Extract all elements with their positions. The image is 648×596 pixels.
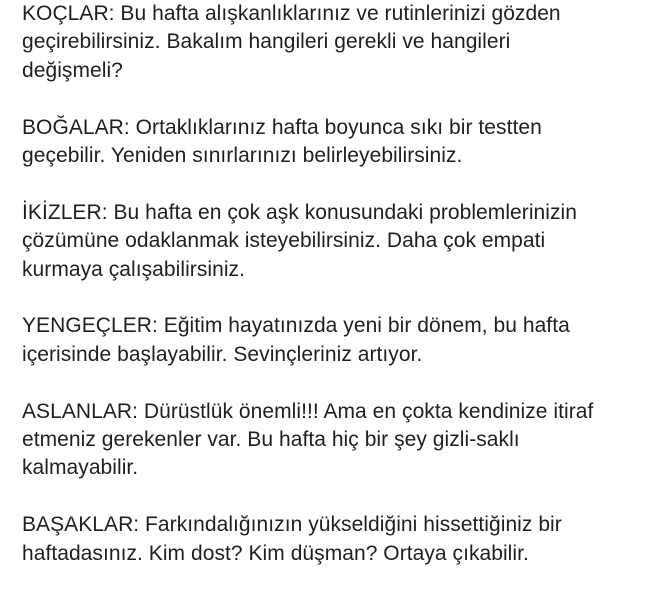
text-line: BOĞALAR: Ortaklıklarınız hafta boyunca sıkı bir testten: [22, 115, 542, 139]
text-line: kalmayabilir.: [22, 456, 139, 480]
entry-koclar: [22, 0, 642, 85]
text-line: çözümüne odaklanmak isteyebilirsiniz. Daha çok empati: [22, 229, 546, 253]
entry-bogalar: [22, 114, 642, 171]
entry-basaklar: [22, 511, 642, 568]
text-line: değişmeli?: [22, 58, 123, 82]
entry-aslanlar: [22, 398, 642, 483]
text-line: BAŞAKLAR: Farkındalığınızın yükseldiğini hissettiğiniz bir: [22, 513, 562, 537]
text-line: kurmaya çalışabilirsiniz.: [22, 257, 245, 281]
text-line: içerisinde başlayabilir. Sevinçleriniz artıyor.: [22, 342, 423, 366]
text-line: etmeniz gerekenler var. Bu hafta hiç bir şey gizli-saklı: [22, 428, 520, 452]
horoscope-document: [22, 0, 642, 596]
text-line: geçebilir. Yeniden sınırlarınızı belirleyebilirsiniz.: [22, 144, 463, 168]
text-line: haftadasınız. Kim dost? Kim düşman? Ortaya çıkabilir.: [22, 541, 529, 565]
text-line: ASLANLAR: Dürüstlük önemli!!! Ama en çokta kendinize itiraf: [22, 399, 594, 423]
entry-yengecler: [22, 312, 642, 369]
text-line: KOÇLAR: Bu hafta alışkanlıklarınız ve rutinlerinizi gözden: [22, 2, 561, 25]
text-line: YENGEÇLER: Eğitim hayatınızda yeni bir dönem, bu hafta: [22, 314, 570, 338]
entry-ikizler: [22, 199, 642, 284]
text-line: geçirebilirsiniz. Bakalım hangileri gerekli ve hangileri: [22, 30, 511, 54]
text-line: İKİZLER: Bu hafta en çok aşk konusundaki problemlerinizin: [22, 200, 577, 224]
